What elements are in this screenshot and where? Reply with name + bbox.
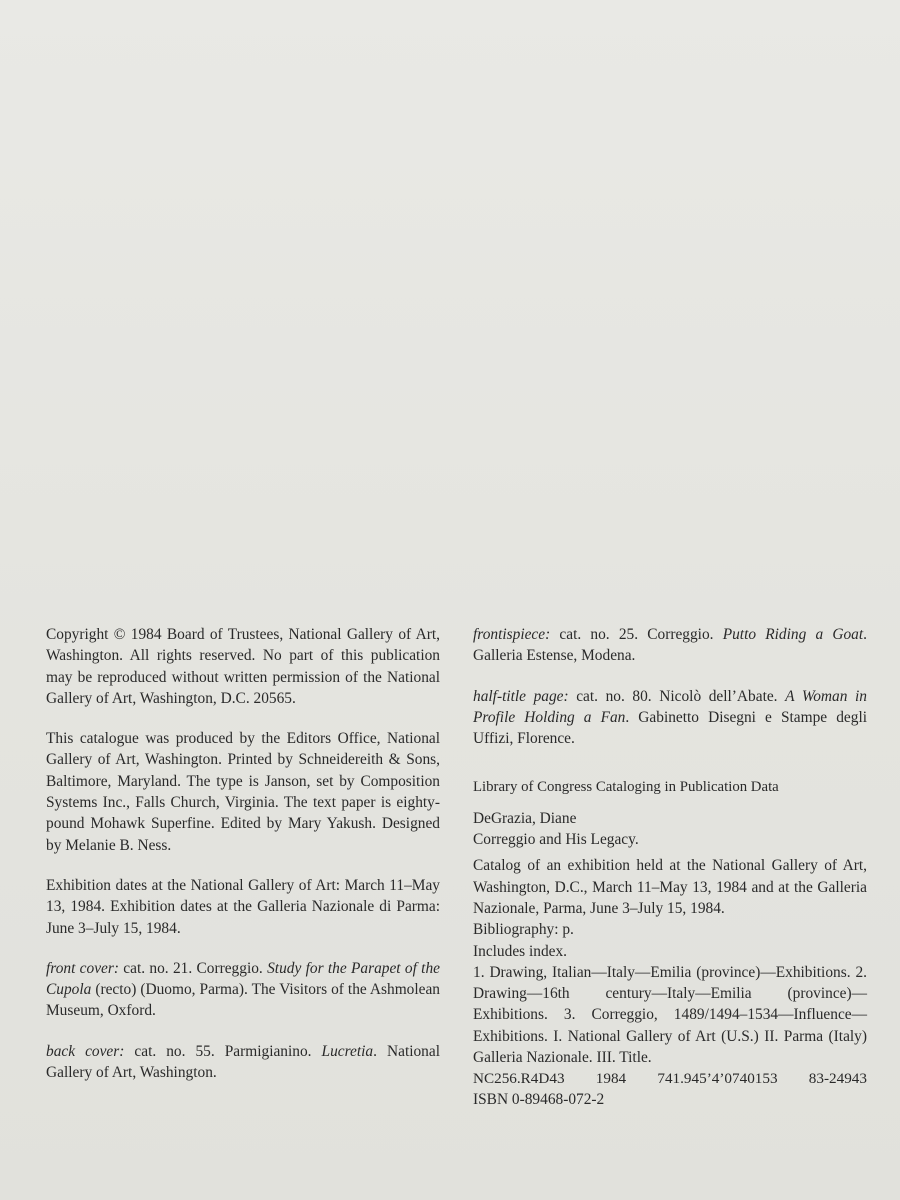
left-column xyxy=(46,624,440,1102)
half-title-text-a: cat. no. 80. Nicolò dell’Abate. xyxy=(568,687,786,705)
right-column xyxy=(473,624,867,1111)
front-cover-label: front cover: xyxy=(46,959,119,977)
back-cover-text-a: cat. no. 55. Parmigianino. xyxy=(124,1042,322,1060)
cip-dewey: 741.945’4’0740153 xyxy=(657,1070,778,1088)
frontispiece-text-a: cat. no. 25. Correggio. xyxy=(550,626,723,643)
cip-lccn: 83-24943 xyxy=(808,1070,867,1088)
cip-subjects: 1. Drawing, Italian—Italy—Emilia (province)—Exhibitions. 2. Drawing—16th century—Italy—Emilia (province)—Exhibitions. 3. Correggio, 1489/1494–1534—Influence—Exhibitions. I. National Gallery of Art (U.S.) II. Parma (Italy) Galleria Nazionale. III. Title. xyxy=(473,963,867,1067)
cip-bibliography: Bibliography: p. xyxy=(473,921,574,939)
back-cover-credit xyxy=(46,1041,440,1084)
cip-heading: Library of Congress Cataloging in Publication Data xyxy=(473,779,779,796)
frontispiece-credit xyxy=(473,624,867,667)
back-cover-label: back cover: xyxy=(46,1042,125,1060)
exhibition-dates: Exhibition dates at the National Gallery of Art: March 11–May 13, 1984. Exhibition dates at the Galleria Nazionale di Parma: June 3–July 15, 1984. xyxy=(46,876,440,937)
cip-book-title: Correggio and His Legacy. xyxy=(473,831,639,849)
cip-catalog-note: Catalog of an exhibition held at the National Gallery of Art, Washington, D.C., March 11–May 13, 1984 and at the Galleria Nazionale, Parma, June 3–July 15, 1984. xyxy=(473,857,867,917)
back-cover-text-b: . National Gallery of Art, Washington. xyxy=(46,1042,440,1082)
production-credits: This catalogue was produced by the Editors Office, National Gallery of Art, Washington. Printed by Schneidereith & Sons, Baltimore, Maryland. The type is Janson, set by Composition Systems Inc., Falls Church, Virginia. The text paper is eighty-pound Mohawk Superfine. Edited by Mary Yakush. Designed by Melanie B. Ness. xyxy=(46,730,440,854)
half-title-text-b: . Gabinetto Disegni e Stampe degli Uffizi, Florence. xyxy=(473,708,867,748)
front-cover-text-b: (recto) (Duomo, Parma). The Visitors of the Ashmolean Museum, Oxford. xyxy=(46,981,440,1020)
frontispiece-title: Putto Riding a Goat xyxy=(722,626,864,643)
cip-index: Includes index. xyxy=(473,942,568,960)
copyright-notice: Copyright © 1984 Board of Trustees, National Gallery of Art, Washington. All rights reserved. No part of this publication may be reproduced without written permission of the National Gallery of Art, Washington, D.C. 20565. xyxy=(46,626,440,707)
cip-author: DeGrazia, Diane xyxy=(473,809,577,827)
cip-class-numbers xyxy=(473,1068,867,1089)
frontispiece-text-b: . Galleria Estense, Modena. xyxy=(473,626,867,665)
front-cover-title: Study for the Parapet of the Cupola xyxy=(46,959,440,999)
back-cover-title: Lucretia xyxy=(321,1042,374,1060)
half-title-title: A Woman in Profile Holding a Fan xyxy=(473,687,867,726)
cip-year: 1984 xyxy=(595,1070,627,1088)
half-title-credit xyxy=(473,686,867,750)
cip-isbn: ISBN 0-89468-072-2 xyxy=(473,1091,605,1109)
front-cover-text-a: cat. no. 21. Correggio. xyxy=(118,959,268,977)
cip-call-number: NC256.R4D43 xyxy=(473,1070,565,1088)
half-title-label: half-title page: xyxy=(473,687,569,705)
frontispiece-label: frontispiece: xyxy=(473,626,551,643)
front-cover-credit xyxy=(46,958,440,1022)
